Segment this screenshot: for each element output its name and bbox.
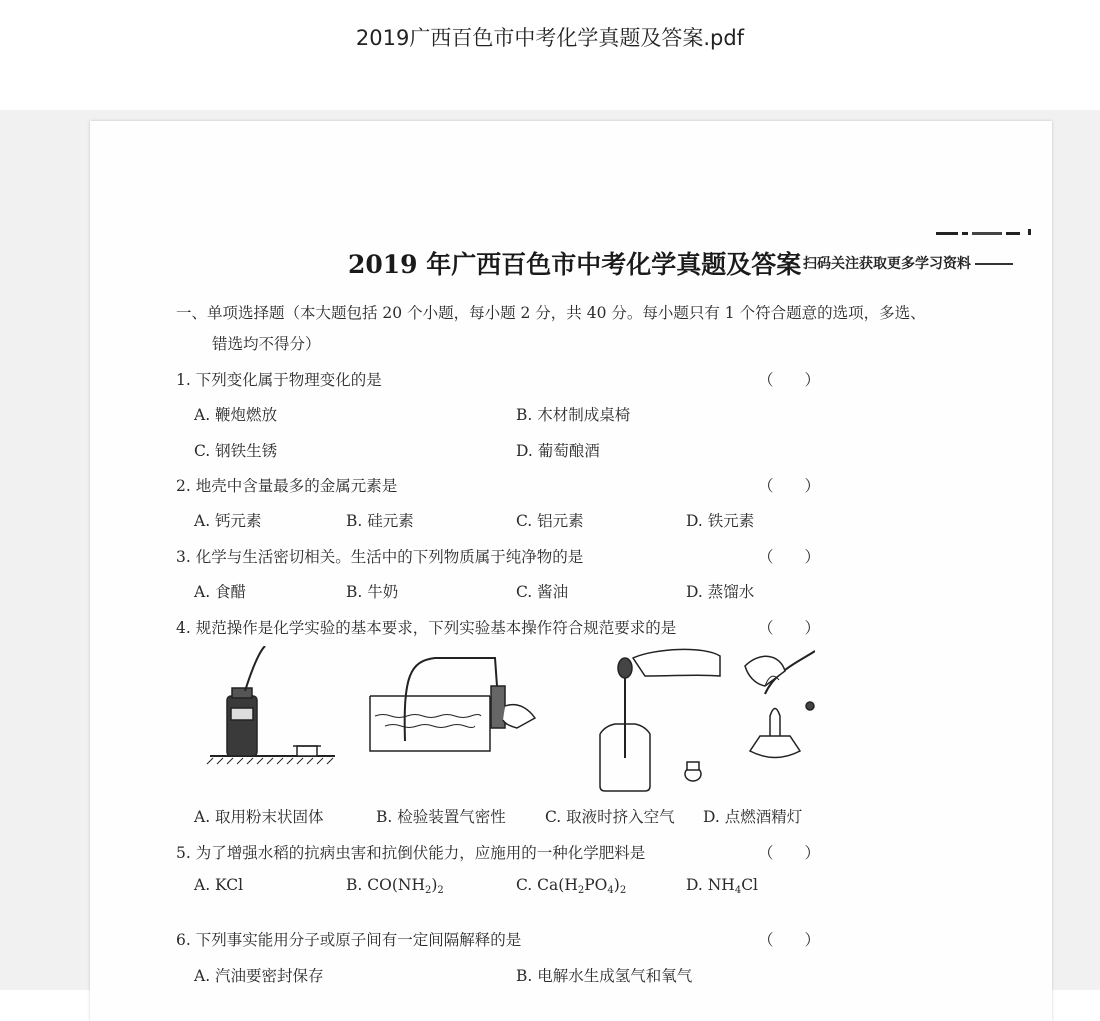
option: A. 取用粉末状固体 xyxy=(194,808,324,826)
question-stem: 6. 下列事实能用分子或原子间有一定间隔解释的是 xyxy=(176,931,522,949)
option: B. 电解水生成氢气和氧气 xyxy=(516,967,693,985)
option-formula: C. $Ca(H_2PO_4)_2$ xyxy=(516,876,627,896)
formula-part: NH xyxy=(397,876,425,894)
qr-note-dash xyxy=(975,263,1013,265)
subscript: 4 xyxy=(607,885,614,896)
subscript: 2 xyxy=(619,885,627,896)
corner-mark xyxy=(936,229,1034,237)
option: D. 点燃酒精灯 xyxy=(703,808,803,826)
subscript: 4 xyxy=(734,885,742,896)
question-stem: 2. 地壳中含量最多的金属元素是 xyxy=(176,477,398,495)
formula-part: H xyxy=(564,876,578,894)
option: A. 食醋 xyxy=(194,583,247,601)
question-stem: 3. 化学与生活密切相关。生活中的下列物质属于纯净物的是 xyxy=(176,548,584,566)
option: B. 牛奶 xyxy=(346,583,399,601)
option-label: B. CO xyxy=(346,876,392,894)
viewer-header xyxy=(0,0,1100,110)
section-instructions-cont: 错选均不得分） xyxy=(212,335,321,353)
option: A. 汽油要密封保存 xyxy=(194,967,324,985)
answer-paren: （ ） xyxy=(758,844,821,862)
qr-note xyxy=(803,253,1013,273)
option: A. KCl xyxy=(194,876,244,894)
option: C. 钢铁生锈 xyxy=(194,442,278,460)
option-formula: B. $CO(NH_2)_2$ xyxy=(346,876,444,896)
figure-b-trough xyxy=(370,658,535,751)
option-label: C. Ca xyxy=(516,876,559,894)
page-heading: 2019 年广西百色市中考化学真题及答案 xyxy=(348,250,802,279)
formula-part: Cl xyxy=(741,876,759,894)
section-instructions: 一、单项选择题（本大题包括 20 个小题，每小题 2 分，共 40 分。每小题只有 1 个符合题意的选项，多选、 xyxy=(176,304,926,322)
option: D. 铁元素 xyxy=(686,512,755,530)
lab-figures xyxy=(205,646,815,796)
figure-a-jar xyxy=(207,646,335,764)
subscript: 2 xyxy=(424,885,432,896)
option: B. 木材制成桌椅 xyxy=(516,406,631,424)
option: C. 取液时挤入空气 xyxy=(545,808,675,826)
answer-paren: （ ） xyxy=(758,477,821,495)
option: D. 葡萄酿酒 xyxy=(516,442,600,460)
subscript: 2 xyxy=(577,885,585,896)
option: A. 钙元素 xyxy=(194,512,262,530)
option: D. 蒸馏水 xyxy=(686,583,755,601)
answer-paren: （ ） xyxy=(758,619,821,637)
option: B. 硅元素 xyxy=(346,512,414,530)
question-stem: 5. 为了增强水稻的抗病虫害和抗倒伏能力，应施用的一种化学肥料是 xyxy=(176,844,646,862)
option-label: D. NH xyxy=(686,876,735,894)
formula-part: PO xyxy=(584,876,608,894)
figure-d-lamp xyxy=(745,651,815,758)
subscript: 2 xyxy=(437,885,444,896)
option: B. 检验装置气密性 xyxy=(376,808,506,826)
option: C. 酱油 xyxy=(516,583,569,601)
option: C. 铝元素 xyxy=(516,512,584,530)
answer-paren: （ ） xyxy=(758,371,821,389)
answer-paren: （ ） xyxy=(758,548,821,566)
document-title: 2019广西百色市中考化学真题及答案.pdf xyxy=(355,26,745,50)
question-stem: 4. 规范操作是化学实验的基本要求，下列实验基本操作符合规范要求的是 xyxy=(176,619,677,637)
option-formula xyxy=(686,876,758,896)
figure-c-dropper xyxy=(600,649,720,791)
question-stem: 1. 下列变化属于物理变化的是 xyxy=(176,371,382,389)
answer-paren: （ ） xyxy=(758,931,821,949)
option: A. 鞭炮燃放 xyxy=(194,406,278,424)
pdf-page xyxy=(90,121,1052,1021)
qr-note-text: 扫码关注获取更多学习资料 xyxy=(803,256,971,272)
